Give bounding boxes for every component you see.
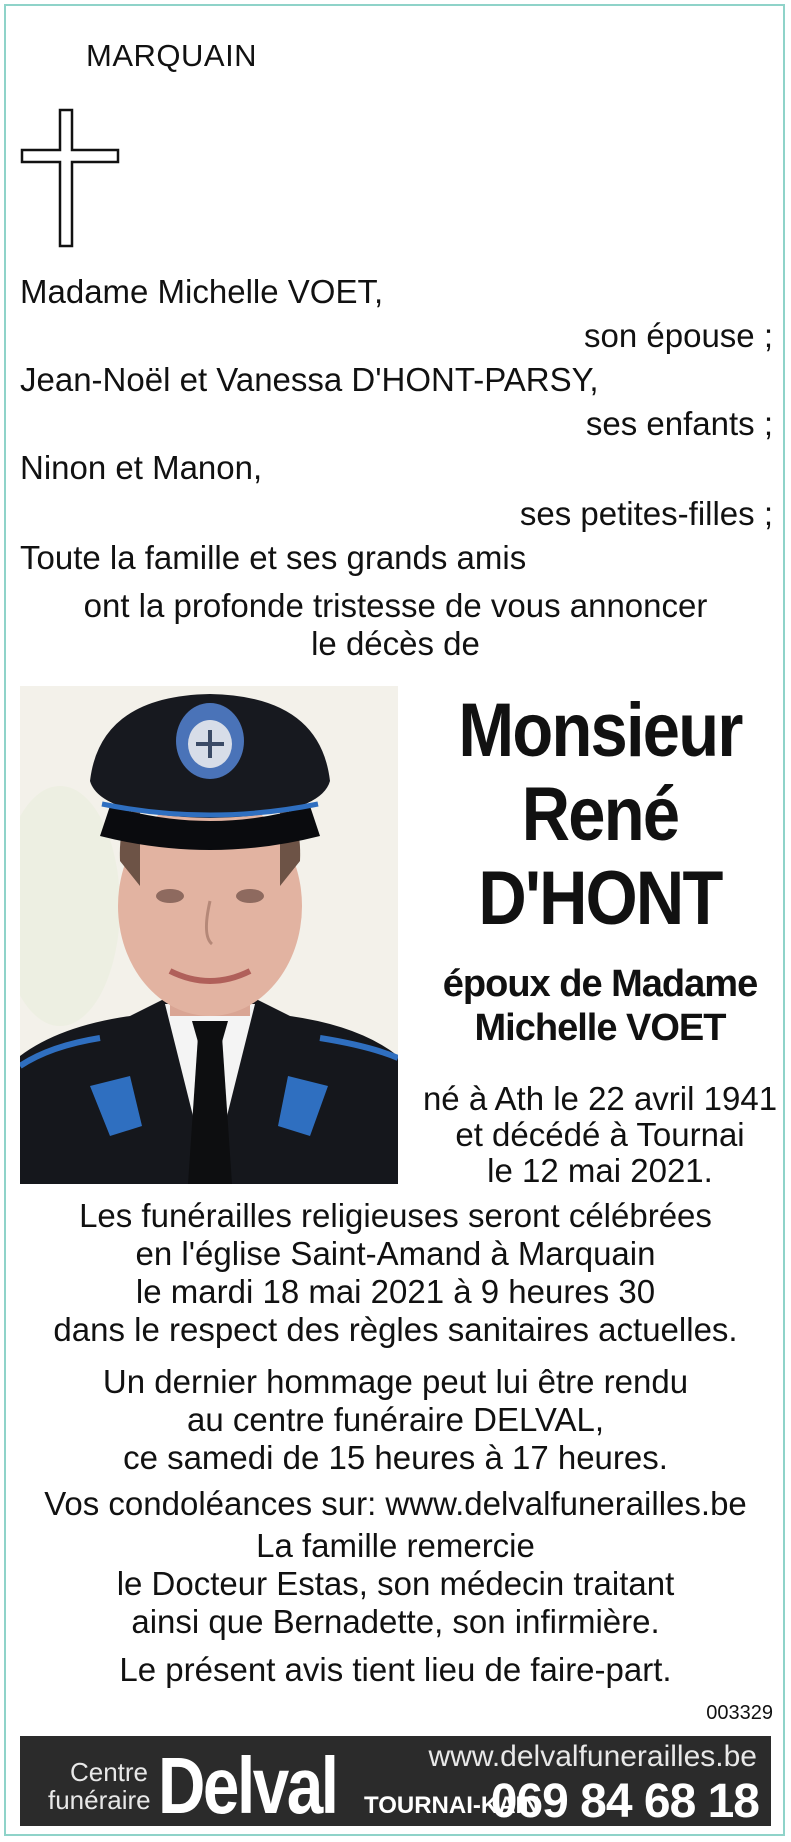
funeral-sanitary: dans le respect des règles sanitaires actuelles. bbox=[53, 1311, 738, 1348]
family-children-names: Jean-Noël et Vanessa D'HONT-PARSY, bbox=[20, 361, 599, 398]
banner-centre-label bbox=[48, 1757, 151, 1815]
village-name: MARQUAIN bbox=[86, 38, 258, 73]
funeral-home-banner bbox=[20, 1736, 771, 1826]
thanks-doctor: le Docteur Estas, son médecin traitant bbox=[116, 1565, 675, 1602]
family-friends: Toute la famille et ses grands amis bbox=[20, 539, 527, 576]
portrait-illustration bbox=[20, 686, 398, 1184]
banner-city: TOURNAI-KAIN bbox=[364, 1792, 540, 1819]
deceased-first-name: René bbox=[521, 772, 679, 857]
banner-phone: 069 84 68 18 bbox=[490, 1775, 759, 1826]
banner-centre-line2: funéraire bbox=[48, 1785, 151, 1815]
thanks-nurse: ainsi que Bernadette, son infirmière. bbox=[131, 1603, 660, 1640]
funeral-datetime: le mardi 18 mai 2021 à 9 heures 30 bbox=[135, 1273, 656, 1310]
banner-brand: Delval bbox=[158, 1741, 337, 1826]
death-date: le 12 mai 2021. bbox=[487, 1152, 713, 1189]
funeral-line1: Les funérailles religieuses seront célébrées bbox=[79, 1197, 712, 1234]
notice-statement: Le présent avis tient lieu de faire-part. bbox=[119, 1651, 672, 1688]
banner-centre-line1: Centre bbox=[69, 1757, 148, 1787]
announcement-death: le décès de bbox=[311, 625, 480, 662]
family-spouse-name: Madame Michelle VOET, bbox=[20, 273, 384, 310]
tribute-line1: Un dernier hommage peut lui être rendu bbox=[102, 1363, 689, 1400]
cross-icon bbox=[20, 108, 120, 248]
death-place: et décédé à Tournai bbox=[455, 1116, 745, 1153]
thanks-line1: La famille remercie bbox=[256, 1527, 535, 1564]
deceased-spouse-line1: époux de Madame bbox=[442, 963, 758, 1005]
tribute-place: au centre funéraire DELVAL, bbox=[186, 1401, 604, 1438]
funeral-church: en l'église Saint-Amand à Marquain bbox=[135, 1235, 656, 1272]
announcement-line: ont la profonde tristesse de vous annoncer bbox=[83, 587, 708, 624]
family-spouse-role: son épouse ; bbox=[584, 317, 773, 354]
deceased-last-name: D'HONT bbox=[478, 856, 722, 941]
birth-date: né à Ath le 22 avril 1941 bbox=[422, 1080, 778, 1117]
banner-url: www.delvalfunerailles.be bbox=[428, 1740, 757, 1773]
family-grandchildren-role: ses petites-filles ; bbox=[519, 495, 773, 532]
reference-number: 003329 bbox=[706, 1702, 773, 1724]
deceased-spouse-line2: Michelle VOET bbox=[474, 1007, 726, 1049]
tribute-time: ce samedi de 15 heures à 17 heures. bbox=[123, 1439, 668, 1476]
deceased-title: Monsieur bbox=[458, 688, 742, 773]
family-children-role: ses enfants ; bbox=[585, 405, 773, 442]
family-grandchildren-names: Ninon et Manon, bbox=[20, 449, 263, 486]
condolences-line: Vos condoléances sur: www.delvalfunerailles.be bbox=[44, 1485, 747, 1522]
deceased-portrait bbox=[20, 686, 398, 1184]
